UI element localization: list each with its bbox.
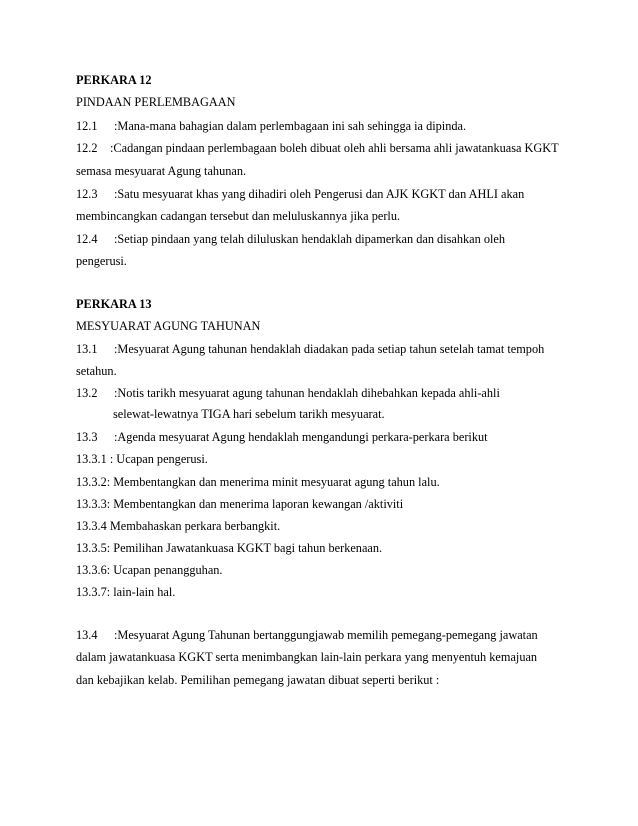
clause-13-4 bbox=[76, 627, 538, 643]
clause-12-2 bbox=[76, 140, 559, 156]
clause-12-3 bbox=[76, 186, 524, 202]
sub-clause-13-3-4: 13.3.4 Membahaskan perkara berbangkit. bbox=[76, 519, 281, 533]
clause-text: :Cadangan pindaan perlembagaan boleh dibuat oleh ahli bersama ahli jawatankuasa KGKT bbox=[110, 141, 559, 155]
clause-number: 12.2 bbox=[76, 141, 98, 155]
perkara-13-heading: PERKARA 13 bbox=[76, 297, 152, 311]
clause-number: 12.1 bbox=[76, 119, 98, 133]
sub-clause-13-3-3: 13.3.3: Membentangkan dan menerima laporan kewangan /aktiviti bbox=[76, 497, 404, 511]
clause-text: :Mana-mana bahagian dalam perlembagaan ini sah sehingga ia dipinda. bbox=[114, 119, 467, 133]
clause-number: 13.3 bbox=[76, 430, 98, 444]
sub-clause-13-3-6: 13.3.6: Ucapan penangguhan. bbox=[76, 563, 223, 577]
clause-text: :Mesyuarat Agung Tahunan bertanggungjawab memilih pemegang-pemegang jawatan bbox=[114, 628, 538, 642]
clause-number: 12.3 bbox=[76, 187, 98, 201]
clause-13-1-continuation: setahun. bbox=[76, 364, 117, 378]
clause-number: 13.4 bbox=[76, 628, 98, 642]
clause-text: :Agenda mesyuarat Agung hendaklah mengandungi perkara-perkara berikut bbox=[114, 430, 488, 444]
sub-clause-13-3-2: 13.3.2: Membentangkan dan menerima minit mesyuarat agung tahun lalu. bbox=[76, 475, 440, 489]
clause-13-1 bbox=[76, 341, 544, 357]
clause-13-3 bbox=[76, 429, 488, 445]
sub-clause-13-3-7: 13.3.7: lain-lain hal. bbox=[76, 585, 176, 599]
perkara-12-heading: PERKARA 12 bbox=[76, 73, 152, 87]
clause-13-4-continuation-1: dalam jawatankuasa KGKT serta menimbangkan lain-lain perkara yang menyentuh kemajuan bbox=[76, 650, 538, 664]
clause-13-2-continuation: selewat-lewatnya TIGA hari sebelum tarikh mesyuarat. bbox=[113, 407, 385, 421]
clause-number: 12.4 bbox=[76, 232, 98, 246]
clause-text: :Setiap pindaan yang telah diluluskan hendaklah dipamerkan dan disahkan oleh bbox=[114, 232, 505, 246]
clause-text: :Mesyuarat Agung tahunan hendaklah diadakan pada setiap tahun setelah tamat tempoh bbox=[114, 342, 545, 356]
clause-number: 13.2 bbox=[76, 386, 98, 400]
clause-12-2-continuation: semasa mesyuarat Agung tahunan. bbox=[76, 164, 247, 178]
clause-12-4 bbox=[76, 231, 505, 247]
sub-clause-13-3-5: 13.3.5: Pemilihan Jawatankuasa KGKT bagi tahun berkenaan. bbox=[76, 541, 383, 555]
clause-12-1 bbox=[76, 118, 466, 134]
clause-13-4-continuation-2: dan kebajikan kelab. Pemilihan pemegang jawatan dibuat seperti berikut : bbox=[76, 673, 440, 687]
sub-clause-13-3-1: 13.3.1 : Ucapan pengerusi. bbox=[76, 452, 208, 466]
perkara-13-title: MESYUARAT AGUNG TAHUNAN bbox=[76, 319, 261, 333]
clause-number: 13.1 bbox=[76, 342, 98, 356]
clause-12-4-continuation: pengerusi. bbox=[76, 254, 127, 268]
perkara-12-title: PINDAAN PERLEMBAGAAN bbox=[76, 95, 236, 109]
clause-12-3-continuation: membincangkan cadangan tersebut dan meluluskannya jika perlu. bbox=[76, 209, 401, 223]
clause-text: :Notis tarikh mesyuarat agung tahunan hendaklah dihebahkan kepada ahli-ahli bbox=[114, 386, 500, 400]
clause-13-2 bbox=[76, 385, 500, 401]
clause-text: :Satu mesyuarat khas yang dihadiri oleh Pengerusi dan AJK KGKT dan AHLI akan bbox=[114, 187, 525, 201]
